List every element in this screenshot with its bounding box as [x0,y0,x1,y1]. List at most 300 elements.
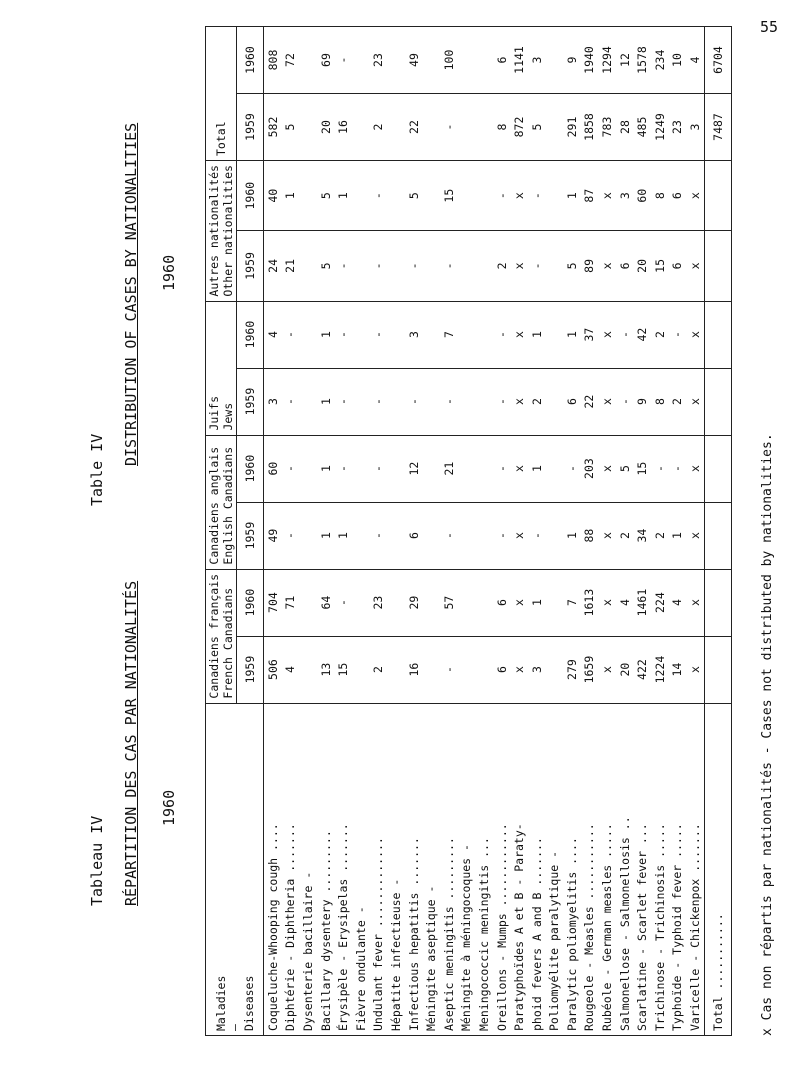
disease-label: Coqueluche-Whooping cough .... [264,703,282,1035]
cell-value [387,161,405,231]
disease-label: Aseptic meningitis ......... [440,703,458,1035]
cell-value: x [510,231,528,301]
cell-value: 72 [282,27,300,94]
table-row [387,27,405,1036]
cell-value: 23 [370,569,388,636]
cell-value: 4 [669,569,687,636]
cell-value [475,231,493,301]
cell-value: 1294 [598,27,616,94]
diseases-header-fr: Maladies [213,975,228,1031]
group-header-row [206,27,237,1036]
cell-value [299,636,317,703]
cell-value [546,502,564,569]
cell-value: x [510,161,528,231]
cell-value: - [334,231,352,301]
cell-value [352,231,370,301]
cell-value: x [686,161,704,231]
disease-label: Bacillary dysentery ......... [317,703,335,1035]
year-header: 1959 [237,368,264,435]
cell-value: 5 [528,94,546,161]
cell-value: 3 [686,94,704,161]
cell-value: 4 [264,301,282,368]
cell-value: 12 [616,27,634,94]
cell-value: x [598,569,616,636]
disease-label: Dysenterie bacillaire - [299,703,317,1035]
cell-value: 2 [651,502,669,569]
cell-value: 13 [317,636,335,703]
cell-value: 279 [563,636,581,703]
cell-value: - [282,368,300,435]
cell-value: 4 [616,569,634,636]
cell-value: 28 [616,94,634,161]
cell-value [299,94,317,161]
cell-value: 8 [651,161,669,231]
cell-value: 5 [563,231,581,301]
cell-value: - [370,502,388,569]
table-row [563,27,581,1036]
cell-value: - [370,161,388,231]
total-label: Total ........... [704,703,731,1035]
cell-value: 203 [581,435,599,502]
total-value: 7487 [704,94,731,161]
disease-label: Oreillons - Mumps ............ [493,703,511,1035]
cell-value: 291 [563,94,581,161]
cell-value [299,161,317,231]
cell-value: 15 [440,161,458,231]
cell-value [475,636,493,703]
table-row [352,27,370,1036]
cell-value: 88 [581,502,599,569]
cell-value: x [510,502,528,569]
cell-value: 89 [581,231,599,301]
cell-value: - [282,301,300,368]
cell-value [546,231,564,301]
cell-value: 64 [317,569,335,636]
table-row [686,27,704,1036]
cell-value: 1224 [651,636,669,703]
disease-label: Scarlatine - Scarlet fever ... [633,703,651,1035]
table-row [475,27,493,1036]
cell-value [475,502,493,569]
cell-value: x [686,368,704,435]
total-empty-cell [704,569,731,636]
disease-label: Meningococcic meningitis ... [475,703,493,1035]
cell-value: 1 [528,435,546,502]
cell-value [299,368,317,435]
cell-value: 3 [528,636,546,703]
disease-label: Diphtérie - Diphtheria ....... [282,703,300,1035]
cell-value: - [616,368,634,435]
table-row [458,27,476,1036]
cell-value [475,161,493,231]
cell-value: - [334,368,352,435]
table-row [334,27,352,1036]
table-row [669,27,687,1036]
cell-value: x [686,231,704,301]
table-row [370,27,388,1036]
table-title-en: Table IV [88,433,106,506]
table-row [264,27,282,1036]
cell-value [299,27,317,94]
cell-value: - [440,368,458,435]
cell-value: 6 [493,569,511,636]
cell-value: 49 [264,502,282,569]
year-header: 1959 [237,502,264,569]
cell-value: x [598,231,616,301]
cell-value [475,301,493,368]
group-header-english-canadians [206,435,237,569]
page-number: 55 [759,18,778,36]
year-header: 1960 [237,301,264,368]
cell-value: - [440,636,458,703]
table-row [528,27,546,1036]
group-en-label: French Canadians [221,587,235,699]
cell-value: 24 [264,231,282,301]
year-header: 1960 [237,569,264,636]
cell-value: 6 [563,368,581,435]
cell-value: x [598,435,616,502]
cell-value: - [370,231,388,301]
disease-label: phoid fevers A and B ....... [528,703,546,1035]
table-row [651,27,669,1036]
disease-label: Méningite aseptique - [422,703,440,1035]
cell-value: 10 [669,27,687,94]
total-empty-cell [704,301,731,368]
diseases-header-en: Diseases [241,975,256,1031]
cell-value: - [282,435,300,502]
cell-value: 234 [651,27,669,94]
cell-value: 5 [317,161,335,231]
cell-value: - [651,435,669,502]
cell-value [352,636,370,703]
cell-value: - [528,502,546,569]
year-header: 1959 [237,636,264,703]
cell-value [458,161,476,231]
disease-label: Fièvre ondulante - [352,703,370,1035]
group-header-jews [206,301,237,435]
cell-value: 57 [440,569,458,636]
cell-value: 2 [669,368,687,435]
cell-value: - [528,231,546,301]
cell-value [352,161,370,231]
cell-value [387,569,405,636]
cell-value: 5 [282,94,300,161]
diseases-header-dash: — [227,1024,242,1031]
total-empty-cell [704,368,731,435]
cell-value: 23 [370,27,388,94]
cell-value: x [510,636,528,703]
cell-value: 1 [563,301,581,368]
table-row [422,27,440,1036]
cell-value: 704 [264,569,282,636]
cell-value: - [669,435,687,502]
cell-value: - [405,231,423,301]
cell-value: 5 [616,435,634,502]
cell-value [546,569,564,636]
total-empty-cell [704,161,731,231]
disease-label: Typhoïde - Typhoid fever ..... [669,703,687,1035]
cell-value: 1 [282,161,300,231]
cell-value: - [563,435,581,502]
cell-value [422,435,440,502]
total-row [704,27,731,1036]
cell-value [475,94,493,161]
cell-value [352,435,370,502]
cell-value: 42 [633,301,651,368]
cell-value: 1 [669,502,687,569]
cell-value: 1 [528,301,546,368]
table-row [440,27,458,1036]
cell-value: 1578 [633,27,651,94]
disease-label: Varicelle - Chickenpox ....... [686,703,704,1035]
cell-value [387,435,405,502]
cell-value: 6 [493,27,511,94]
cell-value: - [440,231,458,301]
cell-value [352,569,370,636]
cell-value [546,301,564,368]
disease-label: Érysipèle - Erysipelas ....... [334,703,352,1035]
cell-value [387,502,405,569]
cell-value: 2 [370,94,388,161]
cell-value [546,636,564,703]
cell-value: 422 [633,636,651,703]
cell-value: 100 [440,27,458,94]
cell-value [422,161,440,231]
cell-value: 485 [633,94,651,161]
cell-value: 1 [317,301,335,368]
cell-value [387,94,405,161]
cell-value: 7 [440,301,458,368]
cell-value: 6 [669,161,687,231]
total-empty-cell [704,435,731,502]
cell-value: 3 [528,27,546,94]
disease-label: Salmonellose - Salmonellosis .. [616,703,634,1035]
disease-label: Trichinose - Trichinosis ..... [651,703,669,1035]
cell-value: 506 [264,636,282,703]
year-header: 1960 [237,161,264,231]
year-en: 1960 [160,254,178,291]
cell-value: - [440,94,458,161]
cell-value [475,569,493,636]
cell-value [422,94,440,161]
cell-value: 20 [616,636,634,703]
cell-value [458,569,476,636]
cell-value [299,502,317,569]
cell-value: 1 [317,435,335,502]
cell-value: 71 [282,569,300,636]
group-en-label: Jews [221,402,235,431]
cell-value: 1940 [581,27,599,94]
cell-value: 2 [616,502,634,569]
cell-value [458,435,476,502]
cell-value: 783 [598,94,616,161]
cell-value: 49 [405,27,423,94]
disease-label: Paralytic poliomyelitis .... [563,703,581,1035]
cell-value: 872 [510,94,528,161]
cell-value: 15 [334,636,352,703]
cell-value: 8 [651,368,669,435]
cell-value: x [598,502,616,569]
cell-value [422,301,440,368]
cell-value: - [370,368,388,435]
cell-value [475,27,493,94]
cell-value: 9 [633,368,651,435]
cell-value: 2 [651,301,669,368]
cell-value: x [510,301,528,368]
cell-value: 1 [317,502,335,569]
cell-value: 20 [317,94,335,161]
year-header: 1960 [237,27,264,94]
cell-value: 2 [370,636,388,703]
cell-value: - [493,502,511,569]
cell-value: 6 [405,502,423,569]
cell-value: x [686,636,704,703]
table-row [405,27,423,1036]
group-fr-label: Total [214,121,228,156]
cell-value [387,636,405,703]
cell-value: 1613 [581,569,599,636]
cell-value: 2 [528,368,546,435]
cell-value: - [440,502,458,569]
table-row [282,27,300,1036]
cell-value [458,301,476,368]
cell-value: 6 [493,636,511,703]
table-title-fr: Tableau IV [88,815,106,906]
table-row [546,27,564,1036]
cell-value: 1858 [581,94,599,161]
nationalities-table [205,26,732,1036]
cell-value [422,569,440,636]
disease-label: Méningite à méningocoques - [458,703,476,1035]
table-row [633,27,651,1036]
cell-value: 21 [282,231,300,301]
group-en-label: English Canadians [221,446,235,565]
disease-label: Paratyphoïdes A et B - Paraty- [510,703,528,1035]
cell-value: 9 [563,27,581,94]
cell-value [299,435,317,502]
cell-value: 60 [633,161,651,231]
cell-value: x [510,368,528,435]
cell-value: x [598,368,616,435]
cell-value: 4 [686,27,704,94]
cell-value [352,301,370,368]
cell-value: - [334,435,352,502]
cell-value [299,301,317,368]
cell-value: x [686,435,704,502]
cell-value: 1659 [581,636,599,703]
cell-value: 224 [651,569,669,636]
cell-value: 3 [405,301,423,368]
total-empty-cell [704,502,731,569]
disease-label: Hépatite infectieuse - [387,703,405,1035]
cell-value [458,636,476,703]
cell-value: 16 [334,94,352,161]
cell-value: 6 [669,231,687,301]
table-row [493,27,511,1036]
group-header-other-nationalities [206,161,237,302]
cell-value: 21 [440,435,458,502]
cell-value [458,27,476,94]
cell-value: - [370,435,388,502]
cell-value [422,502,440,569]
year-header: 1959 [237,231,264,301]
year-header: 1960 [237,435,264,502]
cell-value: 37 [581,301,599,368]
cell-value: x [598,636,616,703]
year-header: 1959 [237,94,264,161]
cell-value: 1249 [651,94,669,161]
cell-value: - [334,569,352,636]
cell-value [475,435,493,502]
cell-value [546,94,564,161]
cell-value: 1 [334,161,352,231]
year-fr: 1960 [160,789,178,826]
cell-value: 22 [581,368,599,435]
cell-value [299,231,317,301]
cell-value: - [334,301,352,368]
total-empty-cell [704,231,731,301]
cell-value: 1461 [633,569,651,636]
cell-value: x [686,301,704,368]
cell-value [422,368,440,435]
cell-value: 34 [633,502,651,569]
cell-value: 4 [282,636,300,703]
cell-value [422,27,440,94]
table-body [264,27,732,1036]
cell-value: 3 [616,161,634,231]
cell-value: - [493,301,511,368]
cell-value [387,368,405,435]
table-row [299,27,317,1036]
cell-value [546,368,564,435]
cell-value [352,27,370,94]
group-fr-label: Juifs [207,395,221,431]
table-row [581,27,599,1036]
cell-value: 29 [405,569,423,636]
cell-value: - [405,368,423,435]
cell-value: - [334,27,352,94]
cell-value: 7 [563,569,581,636]
cell-value: - [493,161,511,231]
cell-value: - [493,368,511,435]
cell-value [352,368,370,435]
cell-value: 1141 [510,27,528,94]
cell-value: 15 [633,435,651,502]
cell-value: 23 [669,94,687,161]
cell-value: 582 [264,94,282,161]
subtitle-en: DISTRIBUTION OF CASES BY NATIONALITIES [122,122,140,466]
cell-value [546,435,564,502]
cell-value [422,231,440,301]
cell-value: x [598,301,616,368]
table-row [510,27,528,1036]
cell-value: 20 [633,231,651,301]
group-fr-label: Autres nationalités [207,165,221,297]
cell-value: 22 [405,94,423,161]
subtitle-fr: RÉPARTITION DES CAS PAR NATIONALITÉS [122,580,140,906]
cell-value: 60 [264,435,282,502]
group-fr-label: Canadiens français [207,573,221,699]
total-empty-cell [704,636,731,703]
cell-value [458,231,476,301]
cell-value: 14 [669,636,687,703]
disease-label: Poliomyélite paralytique - [546,703,564,1035]
cell-value: 3 [264,368,282,435]
footnote: x Cas non répartis par nationalités - Cases not distributed by nationalities. [760,433,775,1036]
diseases-header [206,703,264,1035]
cell-value [387,231,405,301]
group-en-label: Other nationalities [221,165,235,297]
